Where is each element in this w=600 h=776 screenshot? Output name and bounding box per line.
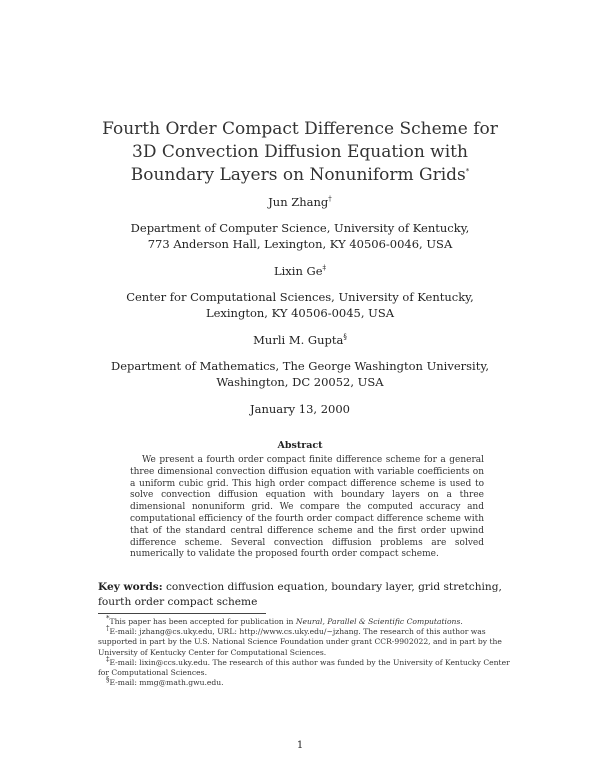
footnote-1-text: This paper has been accepted for publication in xyxy=(109,617,296,626)
footnote-rule xyxy=(98,613,266,614)
author-1-affiliation xyxy=(0,220,600,252)
author-1-affil-line-2: 773 Anderson Hall, Lexington, KY 40506-0046, USA xyxy=(147,237,453,251)
author-3 xyxy=(0,332,600,348)
author-2-name-line xyxy=(0,263,600,279)
footnote-3 xyxy=(98,655,518,678)
author-3-affil-line-1: Department of Mathematics, The George Washington University, xyxy=(111,359,489,373)
footnote-1 xyxy=(98,614,518,627)
footnote-3-mark: ‡ xyxy=(106,655,110,664)
footnote-4-text: E-mail: mmg@math.gwu.edu. xyxy=(109,678,224,688)
author-2-name: Lixin Ge xyxy=(273,264,323,278)
author-1-name: Jun Zhang xyxy=(268,195,329,209)
keywords-text: convection diffusion equation, boundary layer, grid stretching, fourth order compact scheme xyxy=(98,581,502,608)
author-3-affiliation xyxy=(0,358,600,390)
footnote-1-journal: Neural, Parallel & Scientific Computations xyxy=(295,617,461,626)
footnote-2 xyxy=(98,624,518,658)
author-3-affil-line-2: Washington, DC 20052, USA xyxy=(216,375,384,389)
author-1-name-line xyxy=(0,194,600,210)
author-3-name: Murli M. Gupta xyxy=(253,333,344,347)
footnote-3-text: E-mail: lixin@ccs.uky.edu. The research of this author was funded by the University of Kentucky Center for Computational Sciences. xyxy=(98,657,510,678)
footnote-4 xyxy=(98,675,518,688)
keywords-label: Key words: xyxy=(98,581,163,593)
paper-title xyxy=(0,118,600,187)
footnote-2-text: E-mail: jzhang@cs.uky.edu, URL: http://www.cs.uky.edu/~jzhang. The research of this author was supported in part by the U.S. National Science Foundation under grant CCR-9902022, and in part by the University of Kentucky Center for Computational Sciences. xyxy=(98,627,502,657)
footnote-2-mark: † xyxy=(106,624,110,633)
title-line-1: Fourth Order Compact Difference Scheme for xyxy=(102,119,498,139)
title-line-3-text: Boundary Layers on Nonuniform Grids xyxy=(130,165,466,185)
footnote-1-end: . xyxy=(460,617,463,626)
footnote-4-mark: § xyxy=(106,675,110,684)
author-2-affil-line-2: Lexington, KY 40506-0045, USA xyxy=(205,306,395,320)
paper-date-text: January 13, 2000 xyxy=(250,402,350,416)
author-1 xyxy=(0,194,600,210)
author-1-affil-line-1: Department of Computer Science, University of Kentucky, xyxy=(130,221,470,235)
title-footnote-mark: * xyxy=(465,167,470,176)
abstract-text: We present a fourth order compact finite difference scheme for a general three dimensional convection diffusion equation with variable coefficients on a uniform cubic grid. This high order compact difference scheme is used to solve convection diffusion equation with boundary layers on a three dimensional nonuniform grid. We compare the computed accuracy and computational efficiency of the fourth order compact difference scheme with that of the standard central difference scheme and the first order upwind difference scheme. Several convection diffusion problems are solved numerically to validate the proposed fourth order compact scheme. xyxy=(130,455,484,560)
abstract-body xyxy=(130,455,484,561)
title-line-2: 3D Convection Diffusion Equation with xyxy=(132,142,468,162)
author-2-affil-line-1: Center for Computational Sciences, University of Kentucky, xyxy=(126,290,474,304)
page-number: 1 xyxy=(296,740,304,751)
author-1-mark: † xyxy=(328,195,332,204)
paper-date xyxy=(0,401,600,417)
author-3-mark: § xyxy=(343,333,347,342)
keywords xyxy=(98,580,508,610)
author-3-name-line xyxy=(0,332,600,348)
author-2 xyxy=(0,263,600,279)
author-2-mark: ‡ xyxy=(322,264,327,273)
footnotes xyxy=(98,614,518,688)
abstract-heading: Abstract xyxy=(277,440,323,451)
footnote-1-mark: * xyxy=(106,614,110,623)
title-line-3 xyxy=(0,164,600,187)
author-2-affiliation xyxy=(0,289,600,321)
